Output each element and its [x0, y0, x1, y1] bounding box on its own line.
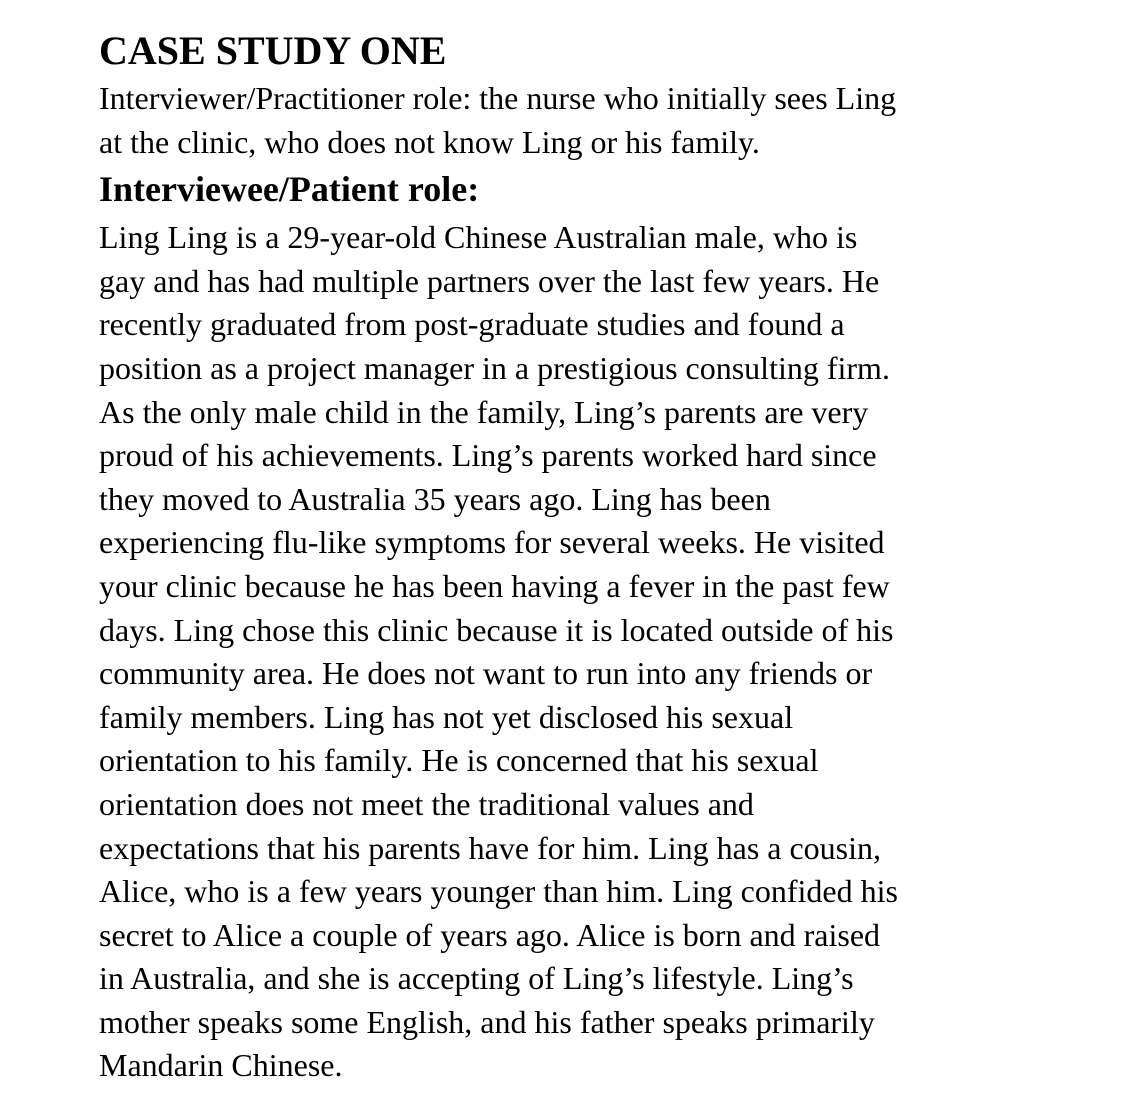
patient-line: proud of his achievements. Ling’s parents worked hard since	[99, 437, 877, 474]
case-study-title: CASE STUDY ONE	[99, 28, 447, 73]
patient-line: they moved to Australia 35 years ago. Ling has been	[99, 480, 771, 517]
patient-line: community area. He does not want to run into any friends or	[99, 655, 873, 692]
patient-line: recently graduated from post-graduate studies and found a	[99, 306, 845, 343]
interviewer-role-section	[99, 77, 1139, 164]
patient-line: experiencing flu-like symptoms for several weeks. He visited	[99, 524, 885, 561]
patient-line: As the only male child in the family, Ling’s parents are very	[99, 393, 869, 430]
patient-line: secret to Alice a couple of years ago. Alice is born and raised	[99, 916, 881, 953]
patient-line: orientation to his family. He is concerned that his sexual	[99, 742, 819, 779]
patient-line: your clinic because he has been having a fever in the past few	[99, 567, 890, 604]
patient-line: Mandarin Chinese.	[99, 1047, 343, 1084]
patient-role-description	[99, 216, 1139, 1088]
patient-line: position as a project manager in a prestigious consulting firm.	[99, 349, 890, 386]
interviewer-line: at the clinic, who does not know Ling or his family.	[99, 123, 760, 160]
patient-line: Alice, who is a few years younger than him. Ling confided his	[99, 873, 898, 910]
patient-line: gay and has had multiple partners over the last few years. He	[99, 262, 880, 299]
patient-line: mother speaks some English, and his father speaks primarily	[99, 1003, 875, 1040]
patient-line: Ling Ling is a 29-year-old Chinese Australian male, who is	[99, 219, 858, 256]
interviewer-line: Interviewer/Practitioner role: the nurse who initially sees Ling	[99, 80, 897, 116]
patient-line: in Australia, and she is accepting of Ling’s lifestyle. Ling’s	[99, 960, 854, 997]
patient-line: family members. Ling has not yet disclosed his sexual	[99, 698, 794, 735]
patient-line: orientation does not meet the traditional values and	[99, 785, 754, 822]
patient-role-heading: Interviewee/Patient role:	[99, 169, 480, 210]
patient-line: days. Ling chose this clinic because it is located outside of his	[99, 611, 894, 648]
case-study-document	[99, 28, 1139, 1088]
patient-line: expectations that his parents have for him. Ling has a cousin,	[99, 829, 882, 866]
